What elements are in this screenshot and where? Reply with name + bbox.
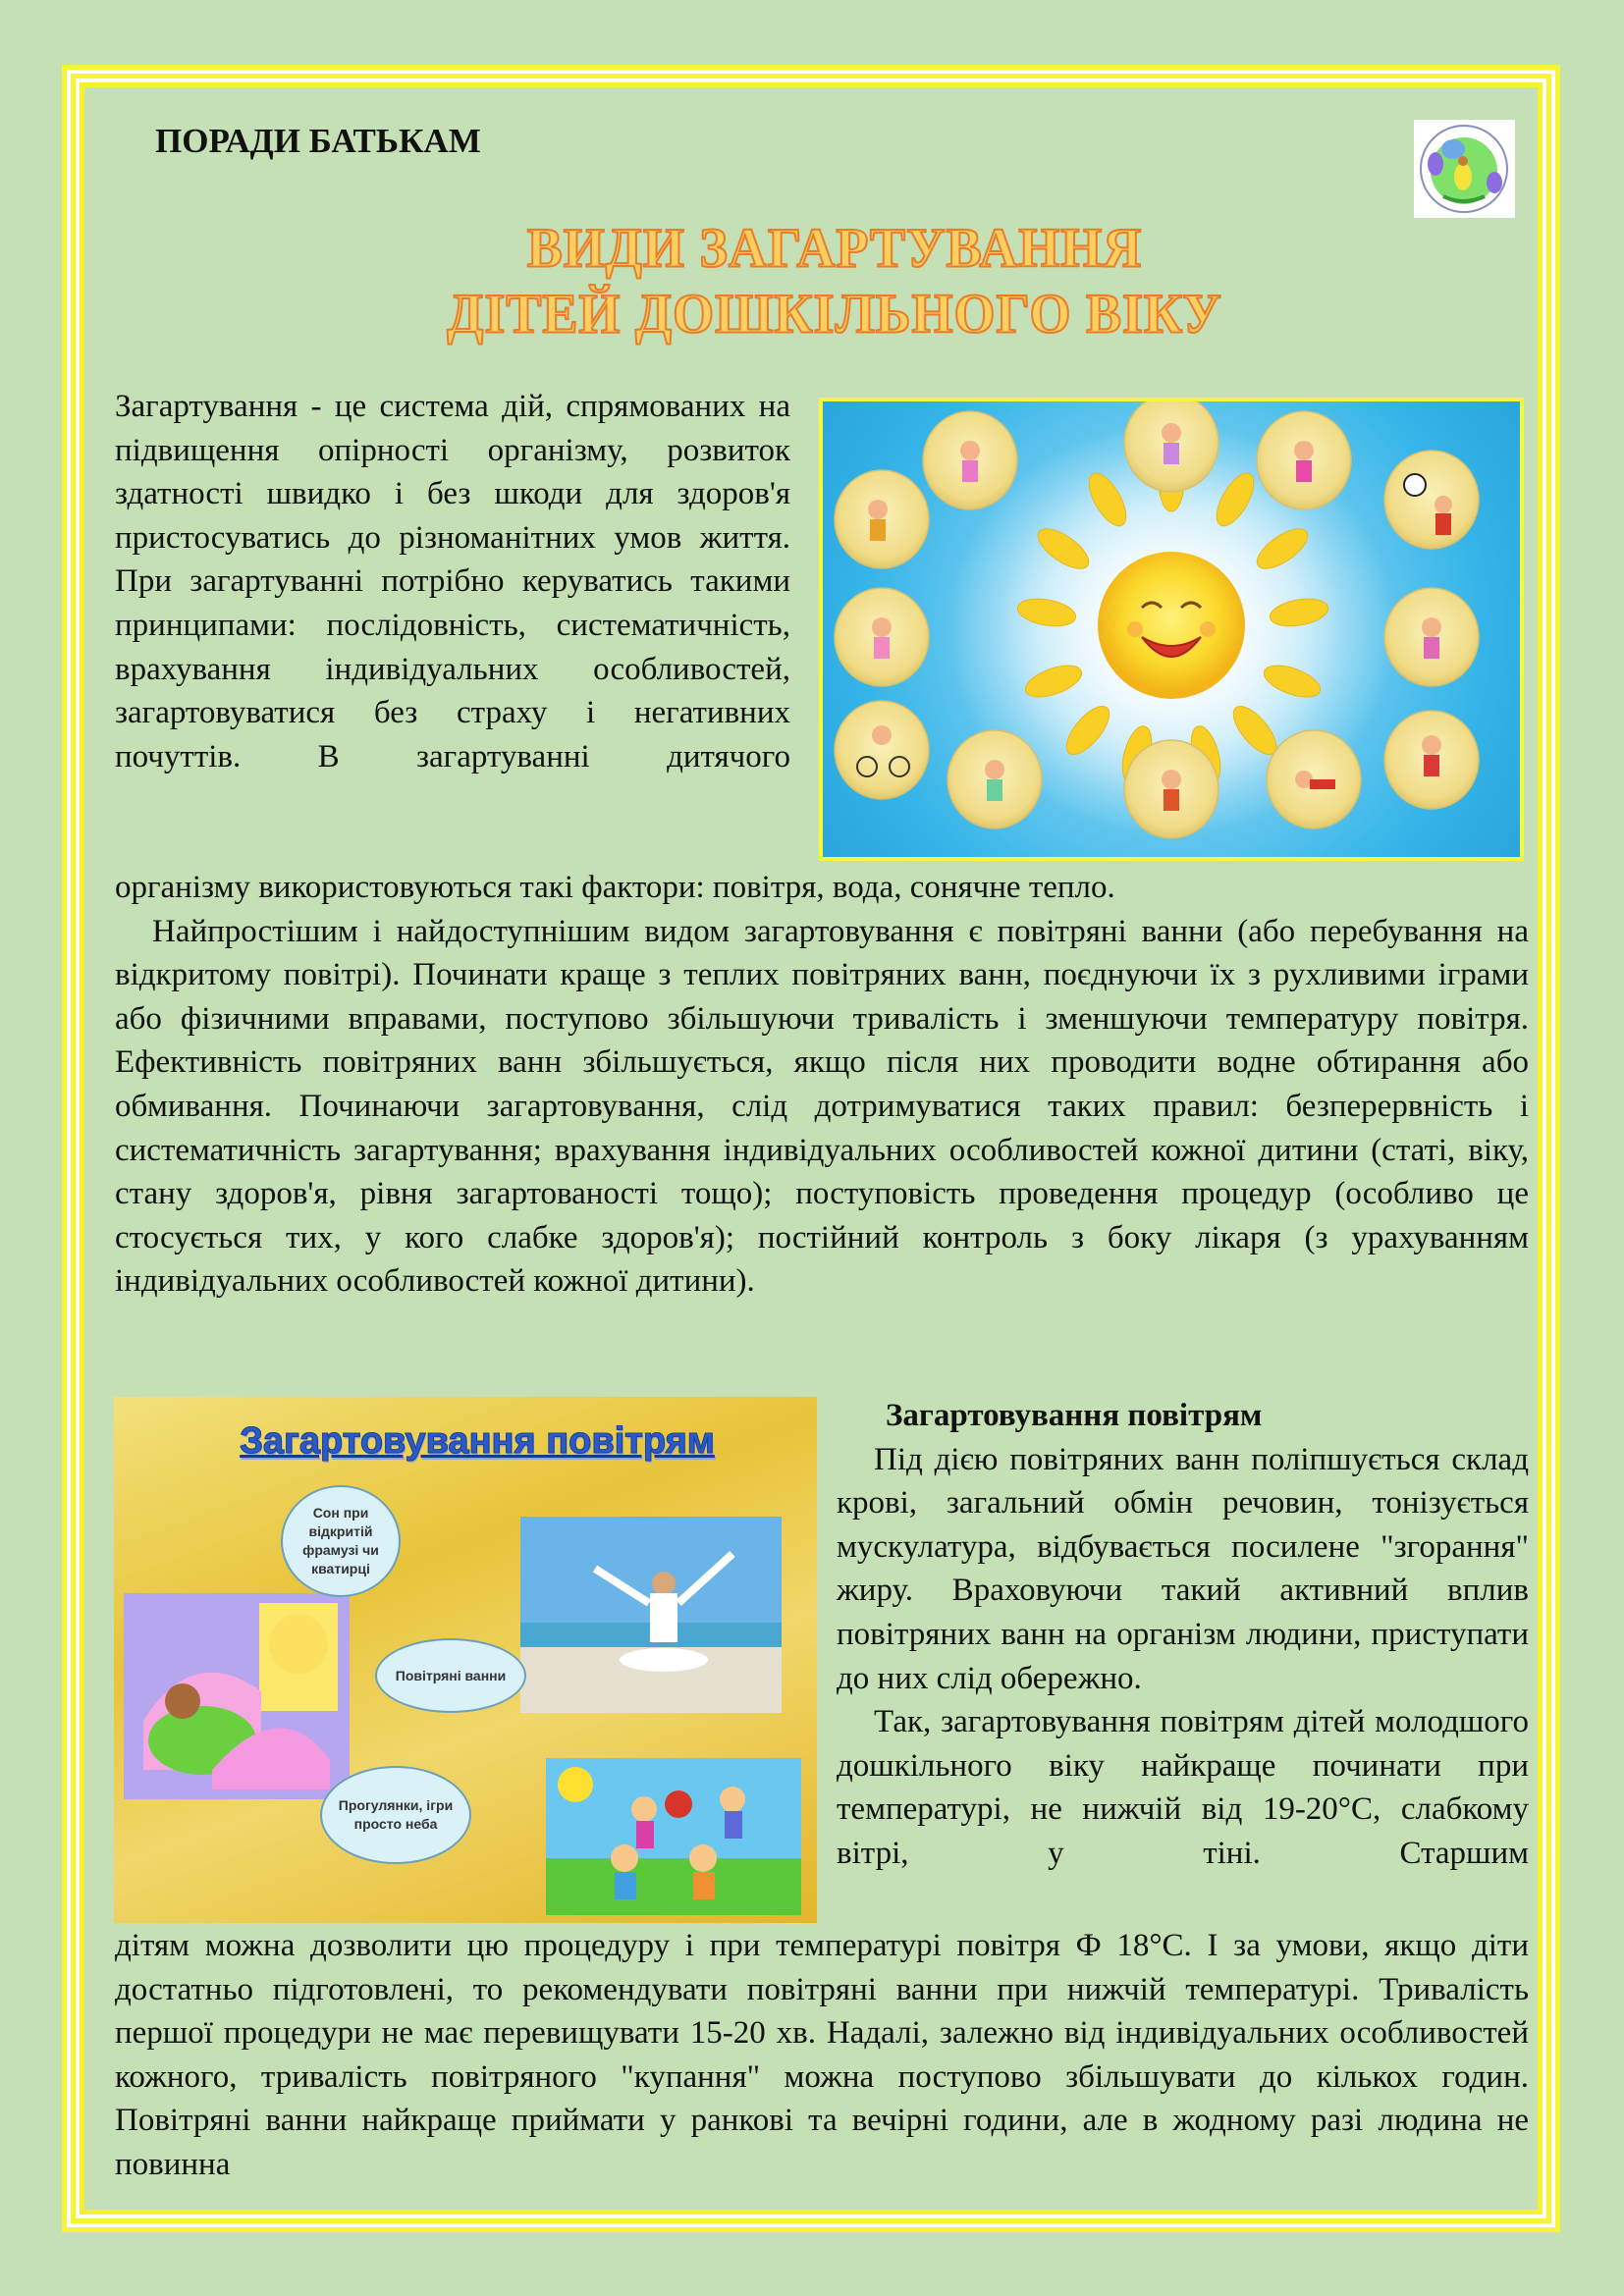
temperature-paragraph-start: Так, загартовування повітрям дітей молодшого дошкільного віку найкраще починати при температурі, не нижчій від 19-20°С, слабкому вітрі, у тіні. Старшим (837, 1704, 1529, 1871)
air-effect-paragraph: Під дією повітряних ванн поліпшується склад крові, загальний обмін речовин, тонізується мускулатура, відбувається посилене "згорання" жиру. Враховуючи такий активний вплив повітряних ванн на організм людини, приступати до них слід обережно. (837, 1441, 1529, 1696)
header-label: ПОРАДИ БАТЬКАМ (155, 122, 481, 160)
title-line-2: ДІТЕЙ ДОШКІЛЬНОГО ВІКУ (447, 283, 1222, 346)
temperature-paragraph-cont: дітям можна дозволити цю процедуру і при температурі повітря Ф 18°С. І за умови, якщо діти достатньо підготовлені, то рекомендувати повітряні ванни при нижчій температурі. Тривалість першої процедури не має перевищувати 15-20 хв. Надалі, залежно від індивідуальних особливостей кожного, тривалість повітряного "купання" можна поступово збільшувати до кількох годин. Повітряні ванни найкраще приймати у ранкові та вечірні години, але в жодному разі людина не повинна (115, 1928, 1529, 2182)
section-1-text (115, 866, 1529, 1304)
thought-bubble-sleep: Сон при відкритій фрамузі чи кватирці (283, 1487, 399, 1595)
air-hardening-illustration (114, 1397, 817, 1923)
sun-children-illustration (819, 398, 1524, 861)
kindergarten-emblem-icon (1414, 120, 1515, 218)
section-2-continued (115, 1924, 1529, 2187)
title-line-1: ВИДИ ЗАГАРТУВАННЯ (526, 216, 1143, 279)
intro-paragraph-end: організму використовуються такі фактори: повітря, вода, сонячне тепло. (115, 870, 1115, 905)
illustration-title: Загартовування повітрям (240, 1420, 715, 1462)
air-baths-paragraph: Найпростішим і найдоступнішим видом загартовування є повітряні ванни (або перебування на відкритому повітрі). Починати краще з теплих повітряних ванн, поєднуючи їх з рухливими іграми або фізичними вправами, поступово збільшуючи тривалість і зменшуючи температуру повітря. Ефективність повітряних ванн збільшується, якщо після них проводити водне обтирання або обмивання. Починаючи загартовування, слід дотримуватися таких правил: безперервність і систематичність загартування; врахування індивідуальних особливостей кожної дитини (статі, віку, стану здоров'я, рівня загартованості тощо); поступовість проведення процедур (особливо це стосується тих, у кого слабке здоров'я); постійний контроль з боку лікаря (з урахуванням індивідуальних особливостей кожної дитини). (115, 913, 1529, 1300)
thought-bubble-air-baths: Повітряні ванни (377, 1640, 524, 1711)
page-title (295, 215, 1375, 347)
intro-paragraph: Загартування - це система дій, спрямованих на підвищення опірності організму, розвиток здатності швидко і без шкоди для здоров'я пристосуватись до різноманітних умов життя. При загартуванні потрібно керуватись такими принципами: послідовність, систематичність, врахування індивідуальних особливостей, загартовуватися без страху і негативних почуттів. В загартуванні дитячого (115, 389, 790, 774)
intro-column (115, 385, 790, 778)
thought-bubble-walks: Прогулянки, ігри просто неба (322, 1768, 469, 1862)
section-heading: Загартовування повітрям (886, 1398, 1263, 1433)
section-2-column (837, 1394, 1529, 1876)
